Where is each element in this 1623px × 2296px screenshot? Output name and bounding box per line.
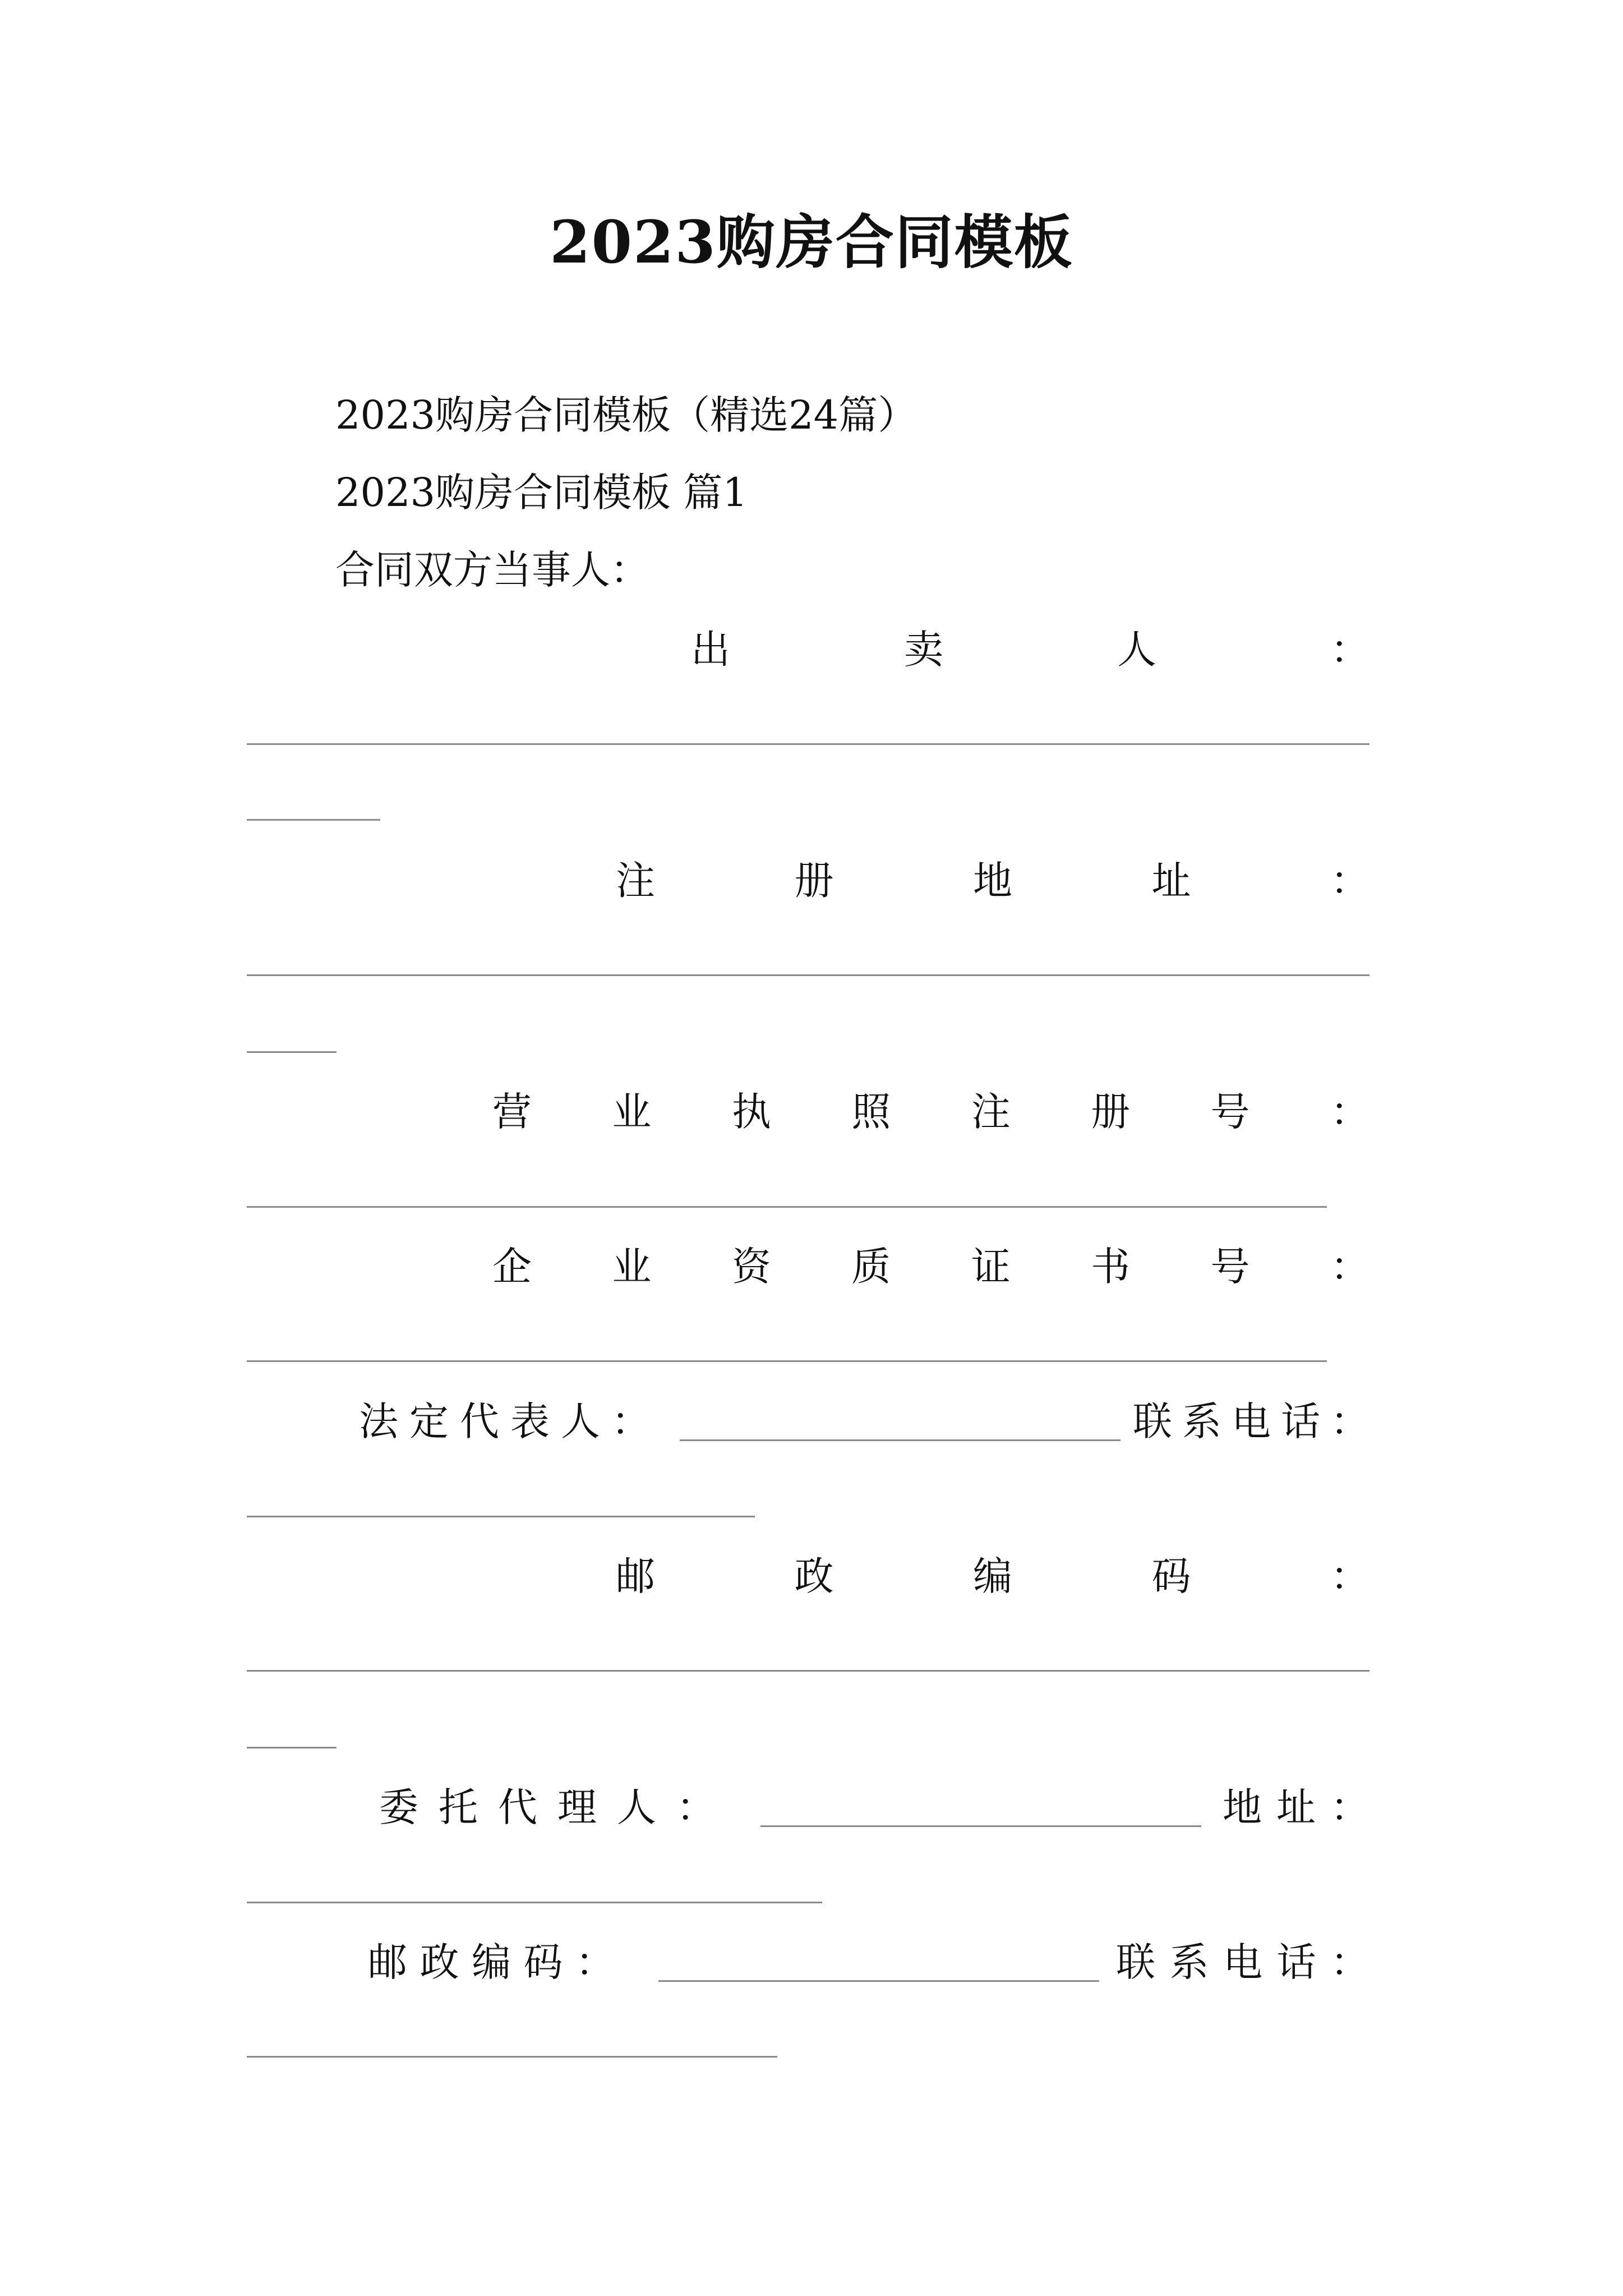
qualification-char: 企	[492, 1244, 532, 1290]
agent-char: 委	[379, 1784, 418, 1830]
legal-rep-label	[359, 1393, 651, 1450]
qualification-cert-blank-line[interactable]	[247, 1360, 1327, 1362]
license-char: 业	[612, 1089, 652, 1135]
phone-char: 联	[1133, 1398, 1172, 1444]
agent-address-colon: ：	[1330, 1784, 1370, 1830]
postcode-char: 政	[794, 1553, 834, 1599]
agent-label	[379, 1779, 716, 1835]
agent-char: 人	[617, 1784, 656, 1830]
legal-rep-phone-blank-line[interactable]	[247, 1516, 755, 1517]
agent-char: 理	[557, 1784, 597, 1830]
legal-rep-phone-label	[1133, 1393, 1370, 1450]
legal-rep-char: 人	[561, 1398, 600, 1444]
legal-rep-char: 表	[510, 1398, 550, 1444]
qualification-char: 书	[1091, 1244, 1131, 1290]
qualification-cert-label-row	[492, 1239, 1370, 1295]
agent-phone-label	[1116, 1934, 1370, 1990]
parties-label: 合同双方当事人：	[335, 547, 649, 593]
address-colon: ：	[1330, 858, 1370, 904]
license-char: 照	[851, 1089, 891, 1135]
document-title: 2023购房合同模板	[550, 208, 1073, 277]
license-char: 号	[1210, 1089, 1250, 1135]
address-char: 册	[794, 858, 834, 904]
agent-phone-colon: ：	[1330, 1939, 1370, 1985]
phone-char: 电	[1232, 1398, 1271, 1444]
agent-char: 托	[439, 1784, 478, 1830]
license-char: 册	[1091, 1089, 1131, 1135]
postcode-blank-line-cont[interactable]	[247, 1747, 336, 1749]
agent-phone-char: 电	[1223, 1939, 1262, 1985]
qualification-char: 质	[851, 1244, 891, 1290]
agent-phone-char: 联	[1116, 1939, 1155, 1985]
license-char: 执	[731, 1089, 771, 1135]
seller-blank-line[interactable]	[247, 743, 1370, 745]
agent-postcode-colon: ：	[575, 1939, 615, 1985]
legal-rep-colon: ：	[611, 1398, 651, 1444]
contract-section-heading: 2023购房合同模板 篇1	[335, 470, 748, 516]
address-char: 注	[616, 858, 655, 904]
agent-postcode-char: 邮	[368, 1939, 407, 1985]
postcode-char: 编	[973, 1553, 1012, 1599]
qualification-char: 资	[731, 1244, 771, 1290]
legal-rep-char: 法	[359, 1398, 398, 1444]
agent-address-char: 址	[1276, 1784, 1316, 1830]
qualification-char: 业	[612, 1244, 652, 1290]
address-char: 址	[1151, 858, 1191, 904]
agent-postcode-char: 编	[472, 1939, 511, 1985]
agent-postcode-blank-line[interactable]	[658, 1980, 1099, 1982]
phone-char: 话	[1281, 1398, 1320, 1444]
registered-address-label-row	[616, 853, 1370, 909]
license-colon: ：	[1330, 1089, 1370, 1135]
seller-label-row	[691, 622, 1370, 678]
agent-char: 代	[498, 1784, 537, 1830]
business-license-blank-line[interactable]	[247, 1206, 1327, 1208]
postcode-colon: ：	[1330, 1553, 1370, 1599]
postcode-char: 邮	[616, 1553, 655, 1599]
agent-phone-char: 话	[1276, 1939, 1316, 1985]
license-char: 营	[492, 1089, 532, 1135]
postcode-label-row	[616, 1548, 1370, 1604]
agent-postcode-label	[368, 1934, 615, 1990]
seller-char: 出	[691, 627, 730, 673]
agent-phone-char: 系	[1169, 1939, 1209, 1985]
license-char: 注	[971, 1089, 1011, 1135]
phone-colon: ：	[1330, 1398, 1370, 1444]
seller-char: 人	[1117, 627, 1156, 673]
business-license-label-row	[492, 1084, 1370, 1140]
registered-address-blank-line-cont[interactable]	[247, 1051, 336, 1053]
legal-rep-char: 代	[460, 1398, 499, 1444]
contract-collection-heading: 2023购房合同模板（精选24篇）	[335, 392, 917, 438]
agent-phone-blank-line[interactable]	[247, 2056, 777, 2058]
agent-address-label	[1223, 1779, 1370, 1835]
postcode-char: 码	[1151, 1553, 1191, 1599]
registered-address-blank-line[interactable]	[247, 974, 1370, 976]
seller-colon: ：	[1330, 627, 1370, 673]
address-char: 地	[973, 858, 1012, 904]
phone-char: 系	[1182, 1398, 1221, 1444]
agent-blank-line[interactable]	[760, 1825, 1201, 1827]
agent-colon: ：	[676, 1784, 716, 1830]
seller-blank-line-cont[interactable]	[247, 819, 380, 821]
agent-postcode-char: 政	[419, 1939, 459, 1985]
legal-rep-blank-line[interactable]	[680, 1439, 1121, 1441]
postcode-blank-line[interactable]	[247, 1670, 1370, 1672]
agent-address-blank-line[interactable]	[247, 1902, 822, 1903]
agent-address-char: 地	[1223, 1784, 1262, 1830]
agent-postcode-char: 码	[523, 1939, 563, 1985]
qualification-char: 号	[1210, 1244, 1250, 1290]
seller-char: 卖	[904, 627, 943, 673]
qualification-colon: ：	[1330, 1244, 1370, 1290]
qualification-char: 证	[971, 1244, 1011, 1290]
legal-rep-char: 定	[409, 1398, 449, 1444]
